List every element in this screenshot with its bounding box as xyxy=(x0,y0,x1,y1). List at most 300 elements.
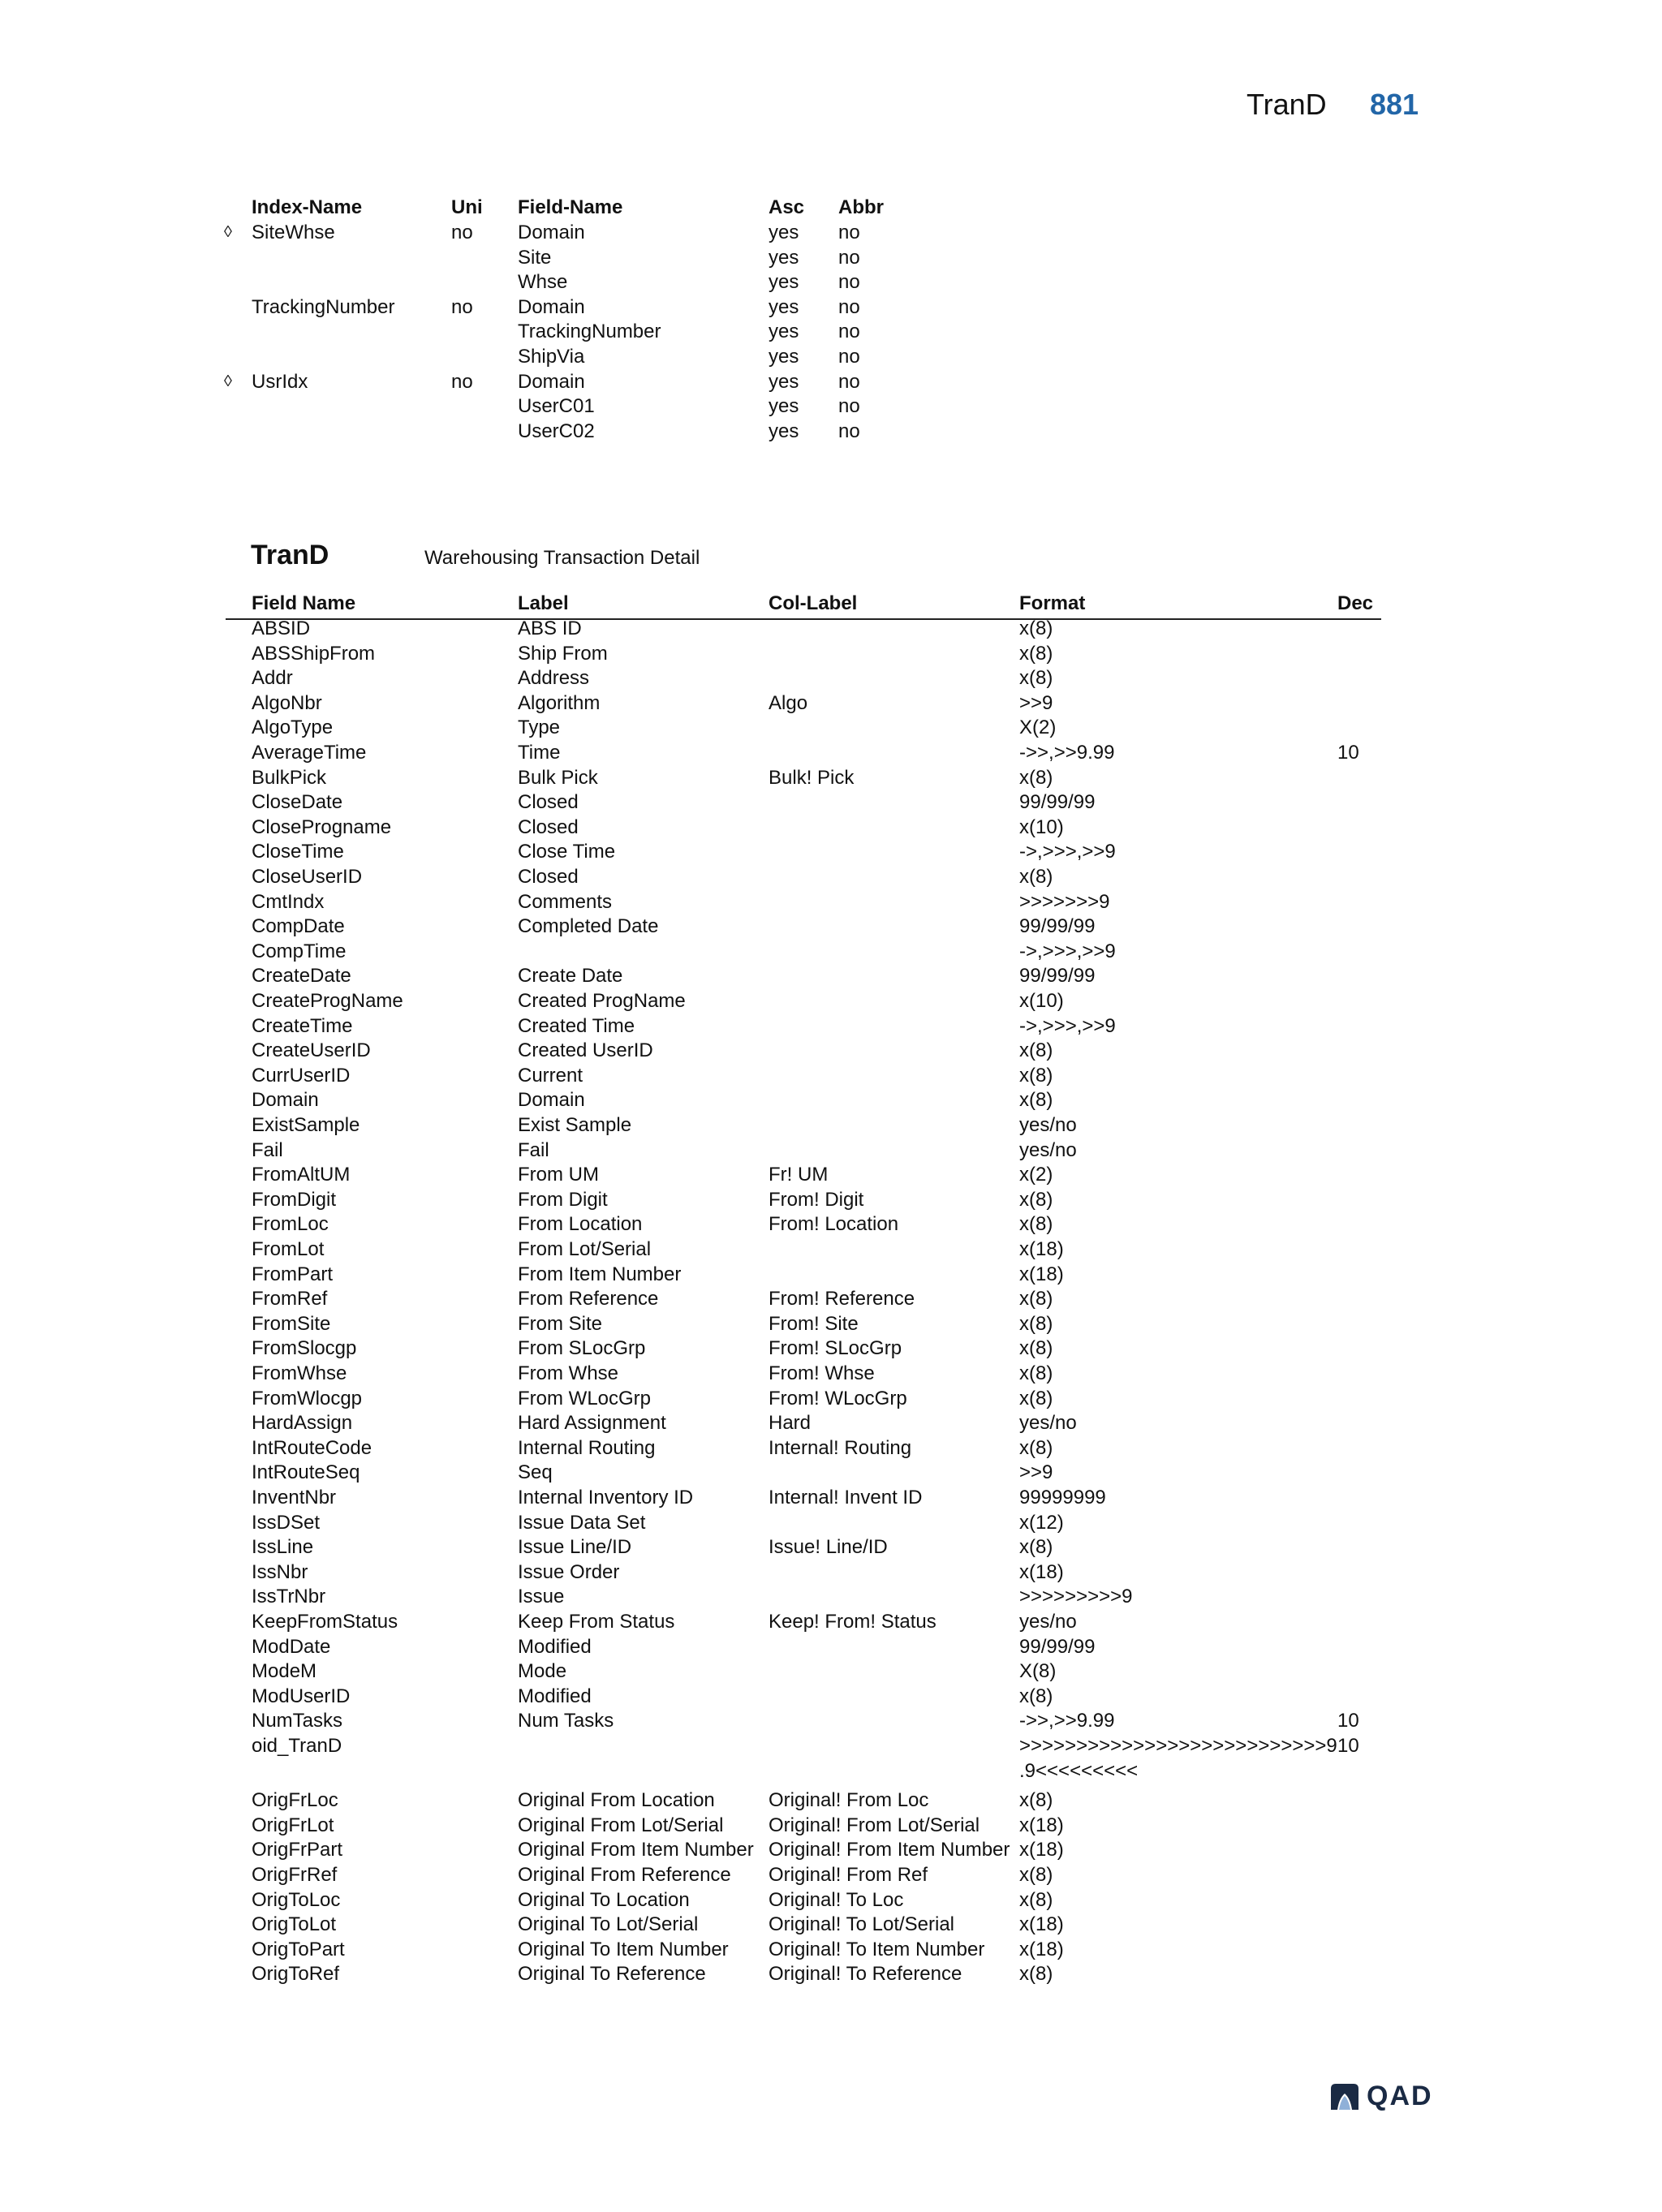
field-name: AlgoType xyxy=(252,717,334,739)
field-label: Num Tasks xyxy=(518,1710,614,1732)
field-format: ->,>>>,>>9 xyxy=(1019,841,1116,863)
table-row xyxy=(0,1485,1662,1510)
table-row xyxy=(0,1708,1662,1733)
field-col-label: Original! From Item Number xyxy=(769,1839,1010,1861)
field-label: From Site xyxy=(518,1312,603,1335)
field-format: x(8) xyxy=(1019,1089,1053,1112)
table-description: Warehousing Transaction Detail xyxy=(424,547,700,569)
table-row-continuation xyxy=(0,1758,1662,1784)
field-name: CreateProgName xyxy=(252,990,403,1012)
table-row xyxy=(0,1262,1662,1287)
field-format: x(18) xyxy=(1019,1560,1064,1583)
field-label: Internal Inventory ID xyxy=(518,1487,694,1508)
field-name: FromSlocgp xyxy=(252,1337,357,1360)
field-name: CurrUserID xyxy=(252,1064,351,1087)
table-row xyxy=(0,889,1662,914)
field-col-label: Original! To Item Number xyxy=(769,1938,985,1960)
table-row xyxy=(0,1386,1662,1411)
table-row xyxy=(0,1961,1662,1986)
field-format: 99/99/99 xyxy=(1019,915,1096,938)
field-label: Original To Reference xyxy=(518,1963,706,1986)
field-label: From WLocGrp xyxy=(518,1387,652,1409)
field-name: ABSID xyxy=(252,618,311,639)
field-col-label: Original! From Lot/Serial xyxy=(769,1814,980,1836)
table-row xyxy=(0,1087,1662,1112)
table-row xyxy=(0,740,1662,765)
table-row xyxy=(0,1733,1662,1758)
field-format: x(12) xyxy=(1019,1511,1064,1534)
field-label: Algorithm xyxy=(518,691,601,714)
field-format: x(8) xyxy=(1019,1789,1053,1812)
table-row xyxy=(0,790,1662,815)
field-name: FromSite xyxy=(252,1312,331,1335)
field-format: x(8) xyxy=(1019,1312,1053,1335)
field-format: x(8) xyxy=(1019,1888,1053,1911)
field-col-label: Bulk! Pick xyxy=(769,766,855,789)
field-col-label: Original! To Reference xyxy=(769,1963,962,1986)
index-ascending: yes xyxy=(769,321,799,343)
field-format: x(8) xyxy=(1019,1188,1053,1211)
table-row xyxy=(0,939,1662,964)
field-format: >>>>>>>>>9 xyxy=(1019,1586,1133,1608)
index-ascending: yes xyxy=(769,295,799,318)
field-format: x(8) xyxy=(1019,1064,1053,1087)
index-field-name: Site xyxy=(518,246,552,269)
index-abbreviated: no xyxy=(838,395,860,418)
field-format: 99999999 xyxy=(1019,1487,1106,1508)
index-unique: no xyxy=(451,295,473,318)
field-format: x(8) xyxy=(1019,866,1053,888)
field-format: x(8) xyxy=(1019,667,1053,690)
index-table-header xyxy=(0,195,1662,220)
field-format: >>>>>>>9 xyxy=(1019,890,1110,913)
field-format: 99/99/99 xyxy=(1019,791,1096,814)
table-row xyxy=(0,1112,1662,1138)
field-format: x(8) xyxy=(1019,1436,1053,1459)
field-label: Time xyxy=(518,742,561,764)
index-field-name: Whse xyxy=(518,271,568,294)
field-label: Fail xyxy=(518,1138,549,1161)
field-name: BulkPick xyxy=(252,766,327,789)
field-name: oid_TranD xyxy=(252,1735,342,1757)
field-format: x(10) xyxy=(1019,990,1064,1012)
field-label: Domain xyxy=(518,1089,585,1112)
index-name: SiteWhse xyxy=(252,222,335,243)
index-field-name: Domain xyxy=(518,295,585,318)
index-ascending: yes xyxy=(769,271,799,294)
field-name: CmtIndx xyxy=(252,890,325,913)
table-row xyxy=(0,1510,1662,1535)
field-format: yes/no xyxy=(1019,1611,1077,1633)
field-format: X(8) xyxy=(1019,1660,1057,1683)
field-format: >>>>>>>>>>>>>>>>>>>>>>>>>>>9 xyxy=(1019,1735,1337,1757)
table-row xyxy=(0,839,1662,864)
table-row xyxy=(0,1912,1662,1937)
field-name: FromAltUM xyxy=(252,1164,351,1186)
field-format: x(8) xyxy=(1019,1864,1053,1886)
field-label: Closed xyxy=(518,816,579,838)
field-label: Create Date xyxy=(518,965,623,988)
field-name: ModDate xyxy=(252,1635,331,1658)
field-label: Original To Location xyxy=(518,1888,690,1911)
field-label: From Lot/Serial xyxy=(518,1238,652,1260)
field-label: Created UserID xyxy=(518,1039,653,1062)
table-row xyxy=(0,1410,1662,1435)
table-row xyxy=(0,1609,1662,1634)
table-row xyxy=(0,1560,1662,1585)
field-label: Original From Lot/Serial xyxy=(518,1814,724,1836)
table-row xyxy=(0,1788,1662,1813)
field-name: CloseUserID xyxy=(252,866,363,888)
table-row xyxy=(0,1435,1662,1461)
index-abbreviated: no xyxy=(838,420,860,442)
field-name: NumTasks xyxy=(252,1710,343,1732)
field-format-continued: .9<<<<<<<<< xyxy=(1019,1759,1139,1782)
format-col-header: Format xyxy=(1019,592,1086,614)
field-label: From Location xyxy=(518,1213,643,1236)
uni-header: Uni xyxy=(451,196,483,218)
field-format: yes/no xyxy=(1019,1114,1077,1136)
table-row xyxy=(0,1237,1662,1262)
field-decimals: 10 xyxy=(1337,1710,1359,1732)
field-decimals: 10 xyxy=(1337,1735,1359,1757)
page-number: 881 xyxy=(1370,88,1419,121)
running-header-title: TranD xyxy=(1246,88,1327,121)
table-row xyxy=(0,1862,1662,1887)
field-format: x(8) xyxy=(1019,1536,1053,1559)
index-ascending: yes xyxy=(769,222,799,243)
field-label: From SLocGrp xyxy=(518,1337,646,1360)
field-name: ModeM xyxy=(252,1660,317,1683)
table-row xyxy=(0,864,1662,889)
table-row xyxy=(0,1211,1662,1237)
field-name: FromRef xyxy=(252,1288,328,1310)
table-row xyxy=(0,691,1662,716)
field-format: 99/99/99 xyxy=(1019,965,1096,988)
table-row xyxy=(0,641,1662,666)
index-field-name: UserC01 xyxy=(518,395,595,418)
field-name: OrigFrPart xyxy=(252,1839,343,1861)
field-col-label: Issue! Line/ID xyxy=(769,1536,888,1559)
index-name-header: Index-Name xyxy=(252,196,363,218)
field-label: Close Time xyxy=(518,841,616,863)
index-unique: no xyxy=(451,222,473,243)
index-table-row xyxy=(0,295,1662,320)
field-format: x(8) xyxy=(1019,642,1053,665)
field-name: OrigFrRef xyxy=(252,1864,338,1886)
table-row xyxy=(0,1634,1662,1659)
field-name: KeepFromStatus xyxy=(252,1611,398,1633)
field-label: Hard Assignment xyxy=(518,1412,666,1435)
table-row xyxy=(0,665,1662,691)
field-col-label: Original! From Ref xyxy=(769,1864,928,1886)
field-col-label: From! Location xyxy=(769,1213,899,1236)
index-ascending: yes xyxy=(769,346,799,368)
field-label: Seq xyxy=(518,1461,553,1484)
field-format: x(18) xyxy=(1019,1263,1064,1285)
field-format: x(18) xyxy=(1019,1238,1064,1260)
field-col-label: From! WLocGrp xyxy=(769,1387,907,1409)
field-format: x(8) xyxy=(1019,1213,1053,1236)
field-label: Issue Line/ID xyxy=(518,1536,632,1559)
index-field-name: TrackingNumber xyxy=(518,321,661,343)
index-abbreviated: no xyxy=(838,295,860,318)
field-format: ->,>>>,>>9 xyxy=(1019,1014,1116,1037)
field-col-label: Original! From Loc xyxy=(769,1789,929,1812)
label-col-header: Label xyxy=(518,592,569,614)
field-col-label: From! Reference xyxy=(769,1288,915,1310)
field-label: From Whse xyxy=(518,1362,619,1384)
field-name: IssTrNbr xyxy=(252,1586,326,1608)
table-name: TranD xyxy=(251,540,329,570)
table-row xyxy=(0,1937,1662,1962)
table-row xyxy=(0,1361,1662,1386)
field-col-label: Internal! Routing xyxy=(769,1436,912,1459)
field-name: AverageTime xyxy=(252,742,367,764)
field-name: OrigToRef xyxy=(252,1963,340,1986)
field-label: Original From Item Number xyxy=(518,1839,754,1861)
index-ascending: yes xyxy=(769,395,799,418)
field-label: Mode xyxy=(518,1660,567,1683)
field-name: IssDSet xyxy=(252,1511,321,1534)
primary-index-marker: ◊ xyxy=(224,372,232,390)
field-label: Created ProgName xyxy=(518,990,686,1012)
field-name: CloseTime xyxy=(252,841,344,863)
table-row xyxy=(0,1534,1662,1560)
qad-logo-icon xyxy=(1329,2082,1360,2111)
field-format: x(8) xyxy=(1019,1362,1053,1384)
index-table-row xyxy=(0,394,1662,419)
field-name: IntRouteSeq xyxy=(252,1461,360,1484)
field-name: InventNbr xyxy=(252,1487,337,1508)
field-name: FromWlocgp xyxy=(252,1387,363,1409)
field-format: ->,>>>,>>9 xyxy=(1019,940,1116,962)
field-col-label: From! Digit xyxy=(769,1188,864,1211)
field-name: CreateTime xyxy=(252,1014,353,1037)
table-row xyxy=(0,1584,1662,1609)
field-format: x(8) xyxy=(1019,618,1053,639)
field-format: >>9 xyxy=(1019,1461,1053,1484)
table-row xyxy=(0,1063,1662,1088)
field-label: Completed Date xyxy=(518,915,659,938)
logo-wordmark: QAD xyxy=(1367,2081,1433,2111)
field-label: Comments xyxy=(518,890,613,913)
field-name: OrigToLot xyxy=(252,1913,337,1936)
field-name: OrigFrLot xyxy=(252,1814,334,1836)
field-label: Bulk Pick xyxy=(518,766,598,789)
field-label: Issue Data Set xyxy=(518,1511,646,1534)
field-name: CloseDate xyxy=(252,791,343,814)
field-col-label: Internal! Invent ID xyxy=(769,1487,923,1508)
table-row xyxy=(0,1311,1662,1336)
index-abbreviated: no xyxy=(838,222,860,243)
field-label: Type xyxy=(518,717,561,739)
table-row xyxy=(0,1187,1662,1212)
table-row xyxy=(0,616,1662,641)
field-name: OrigFrLoc xyxy=(252,1789,338,1812)
index-field-name: Domain xyxy=(518,370,585,393)
index-abbreviated: no xyxy=(838,321,860,343)
field-format: x(8) xyxy=(1019,1685,1053,1707)
index-table-row xyxy=(0,319,1662,344)
field-format: x(18) xyxy=(1019,1938,1064,1960)
field-name: OrigToLoc xyxy=(252,1888,341,1911)
field-format: >>9 xyxy=(1019,691,1053,714)
index-table-row xyxy=(0,245,1662,270)
field-name: CloseProgname xyxy=(252,816,392,838)
field-label: Closed xyxy=(518,791,579,814)
table-row xyxy=(0,1837,1662,1862)
index-abbreviated: no xyxy=(838,271,860,294)
field-label: Issue Order xyxy=(518,1560,620,1583)
index-table-row xyxy=(0,369,1662,394)
index-abbreviated: no xyxy=(838,346,860,368)
field-format: 99/99/99 xyxy=(1019,1635,1096,1658)
field-label: Modified xyxy=(518,1635,592,1658)
field-name: FromLoc xyxy=(252,1213,329,1236)
field-name: AlgoNbr xyxy=(252,691,322,714)
field-format: x(18) xyxy=(1019,1913,1064,1936)
field-col-label: Keep! From! Status xyxy=(769,1611,936,1633)
index-field-name: ShipVia xyxy=(518,346,585,368)
table-row xyxy=(0,1038,1662,1063)
field-label: Keep From Status xyxy=(518,1611,675,1633)
index-field-name: Domain xyxy=(518,222,585,243)
field-label: From Item Number xyxy=(518,1263,682,1285)
asc-header: Asc xyxy=(769,196,805,218)
field-label: Address xyxy=(518,667,590,690)
index-field-name: UserC02 xyxy=(518,420,595,442)
field-label: Original To Item Number xyxy=(518,1938,729,1960)
index-ascending: yes xyxy=(769,246,799,269)
table-row xyxy=(0,914,1662,939)
table-row xyxy=(0,1336,1662,1361)
field-name-header: Field-Name xyxy=(518,196,623,218)
field-format: x(8) xyxy=(1019,1387,1053,1409)
index-abbreviated: no xyxy=(838,246,860,269)
table-row xyxy=(0,1813,1662,1838)
primary-index-marker: ◊ xyxy=(224,223,232,241)
index-name: TrackingNumber xyxy=(252,295,395,318)
field-col-label: Fr! UM xyxy=(769,1164,829,1186)
index-table-row xyxy=(0,344,1662,369)
field-label: Exist Sample xyxy=(518,1114,632,1136)
table-row xyxy=(0,1013,1662,1039)
field-format: yes/no xyxy=(1019,1138,1077,1161)
field-name: IntRouteCode xyxy=(252,1436,372,1459)
field-format: ->>,>>9.99 xyxy=(1019,1710,1115,1732)
field-format: yes/no xyxy=(1019,1412,1077,1435)
index-abbreviated: no xyxy=(838,370,860,393)
field-format: x(8) xyxy=(1019,1337,1053,1360)
index-ascending: yes xyxy=(769,370,799,393)
field-table-header xyxy=(0,591,1662,616)
field-format: x(8) xyxy=(1019,766,1053,789)
field-label: Closed xyxy=(518,866,579,888)
field-name: CompTime xyxy=(252,940,347,962)
index-table-row xyxy=(0,220,1662,245)
field-label: From Reference xyxy=(518,1288,659,1310)
field-format: x(10) xyxy=(1019,816,1064,838)
index-unique: no xyxy=(451,370,473,393)
field-label: Ship From xyxy=(518,642,608,665)
field-name: CreateDate xyxy=(252,965,351,988)
field-name: HardAssign xyxy=(252,1412,353,1435)
field-format: x(8) xyxy=(1019,1963,1053,1986)
qad-logo xyxy=(1329,2082,1448,2111)
field-format: x(18) xyxy=(1019,1839,1064,1861)
table-row xyxy=(0,1659,1662,1684)
field-name: Domain xyxy=(252,1089,319,1112)
table-row xyxy=(0,1286,1662,1311)
field-name: OrigToPart xyxy=(252,1938,345,1960)
index-ascending: yes xyxy=(769,420,799,442)
table-row xyxy=(0,815,1662,840)
field-name: Fail xyxy=(252,1138,283,1161)
field-format: ->>,>>9.99 xyxy=(1019,742,1115,764)
field-col-label: Original! To Lot/Serial xyxy=(769,1913,955,1936)
field-name: IssNbr xyxy=(252,1560,308,1583)
table-row xyxy=(0,963,1662,988)
index-name: UsrIdx xyxy=(252,370,308,393)
dec-col-header: Dec xyxy=(1337,592,1374,614)
field-format: x(2) xyxy=(1019,1164,1053,1186)
table-row xyxy=(0,1460,1662,1485)
field-label: Original From Location xyxy=(518,1789,715,1812)
table-row xyxy=(0,715,1662,740)
field-col-label: Original! To Loc xyxy=(769,1888,904,1911)
field-name: ABSShipFrom xyxy=(252,642,376,665)
field-format: x(8) xyxy=(1019,1039,1053,1062)
field-label: Issue xyxy=(518,1586,565,1608)
index-table-row xyxy=(0,419,1662,444)
field-format: x(18) xyxy=(1019,1814,1064,1836)
field-label: From Digit xyxy=(518,1188,608,1211)
field-name: FromPart xyxy=(252,1263,334,1285)
field-col-label: Hard xyxy=(769,1412,812,1435)
field-name: ModUserID xyxy=(252,1685,351,1707)
table-row xyxy=(0,1138,1662,1163)
field-name: FromWhse xyxy=(252,1362,347,1384)
field-name: IssLine xyxy=(252,1536,314,1559)
field-name: FromDigit xyxy=(252,1188,337,1211)
field-name: FromLot xyxy=(252,1238,325,1260)
field-label: Created Time xyxy=(518,1014,635,1037)
field-label: ABS ID xyxy=(518,618,582,639)
field-name: CompDate xyxy=(252,915,345,938)
field-label: Original To Lot/Serial xyxy=(518,1913,699,1936)
table-row xyxy=(0,1887,1662,1913)
field-col-label: Algo xyxy=(769,691,808,714)
field-col-label: From! Site xyxy=(769,1312,859,1335)
field-label: Current xyxy=(518,1064,583,1087)
table-row xyxy=(0,765,1662,790)
field-label: From UM xyxy=(518,1164,599,1186)
field-decimals: 10 xyxy=(1337,742,1359,764)
field-format: X(2) xyxy=(1019,717,1057,739)
field-label: Internal Routing xyxy=(518,1436,656,1459)
abbr-header: Abbr xyxy=(838,196,884,218)
field-name: ExistSample xyxy=(252,1114,360,1136)
table-row xyxy=(0,1684,1662,1709)
field-format: x(8) xyxy=(1019,1288,1053,1310)
field-col-label: From! SLocGrp xyxy=(769,1337,902,1360)
field-name: Addr xyxy=(252,667,293,690)
col-label-col-header: Col-Label xyxy=(769,592,858,614)
field-col-label: From! Whse xyxy=(769,1362,875,1384)
index-table-row xyxy=(0,269,1662,295)
table-row xyxy=(0,988,1662,1013)
